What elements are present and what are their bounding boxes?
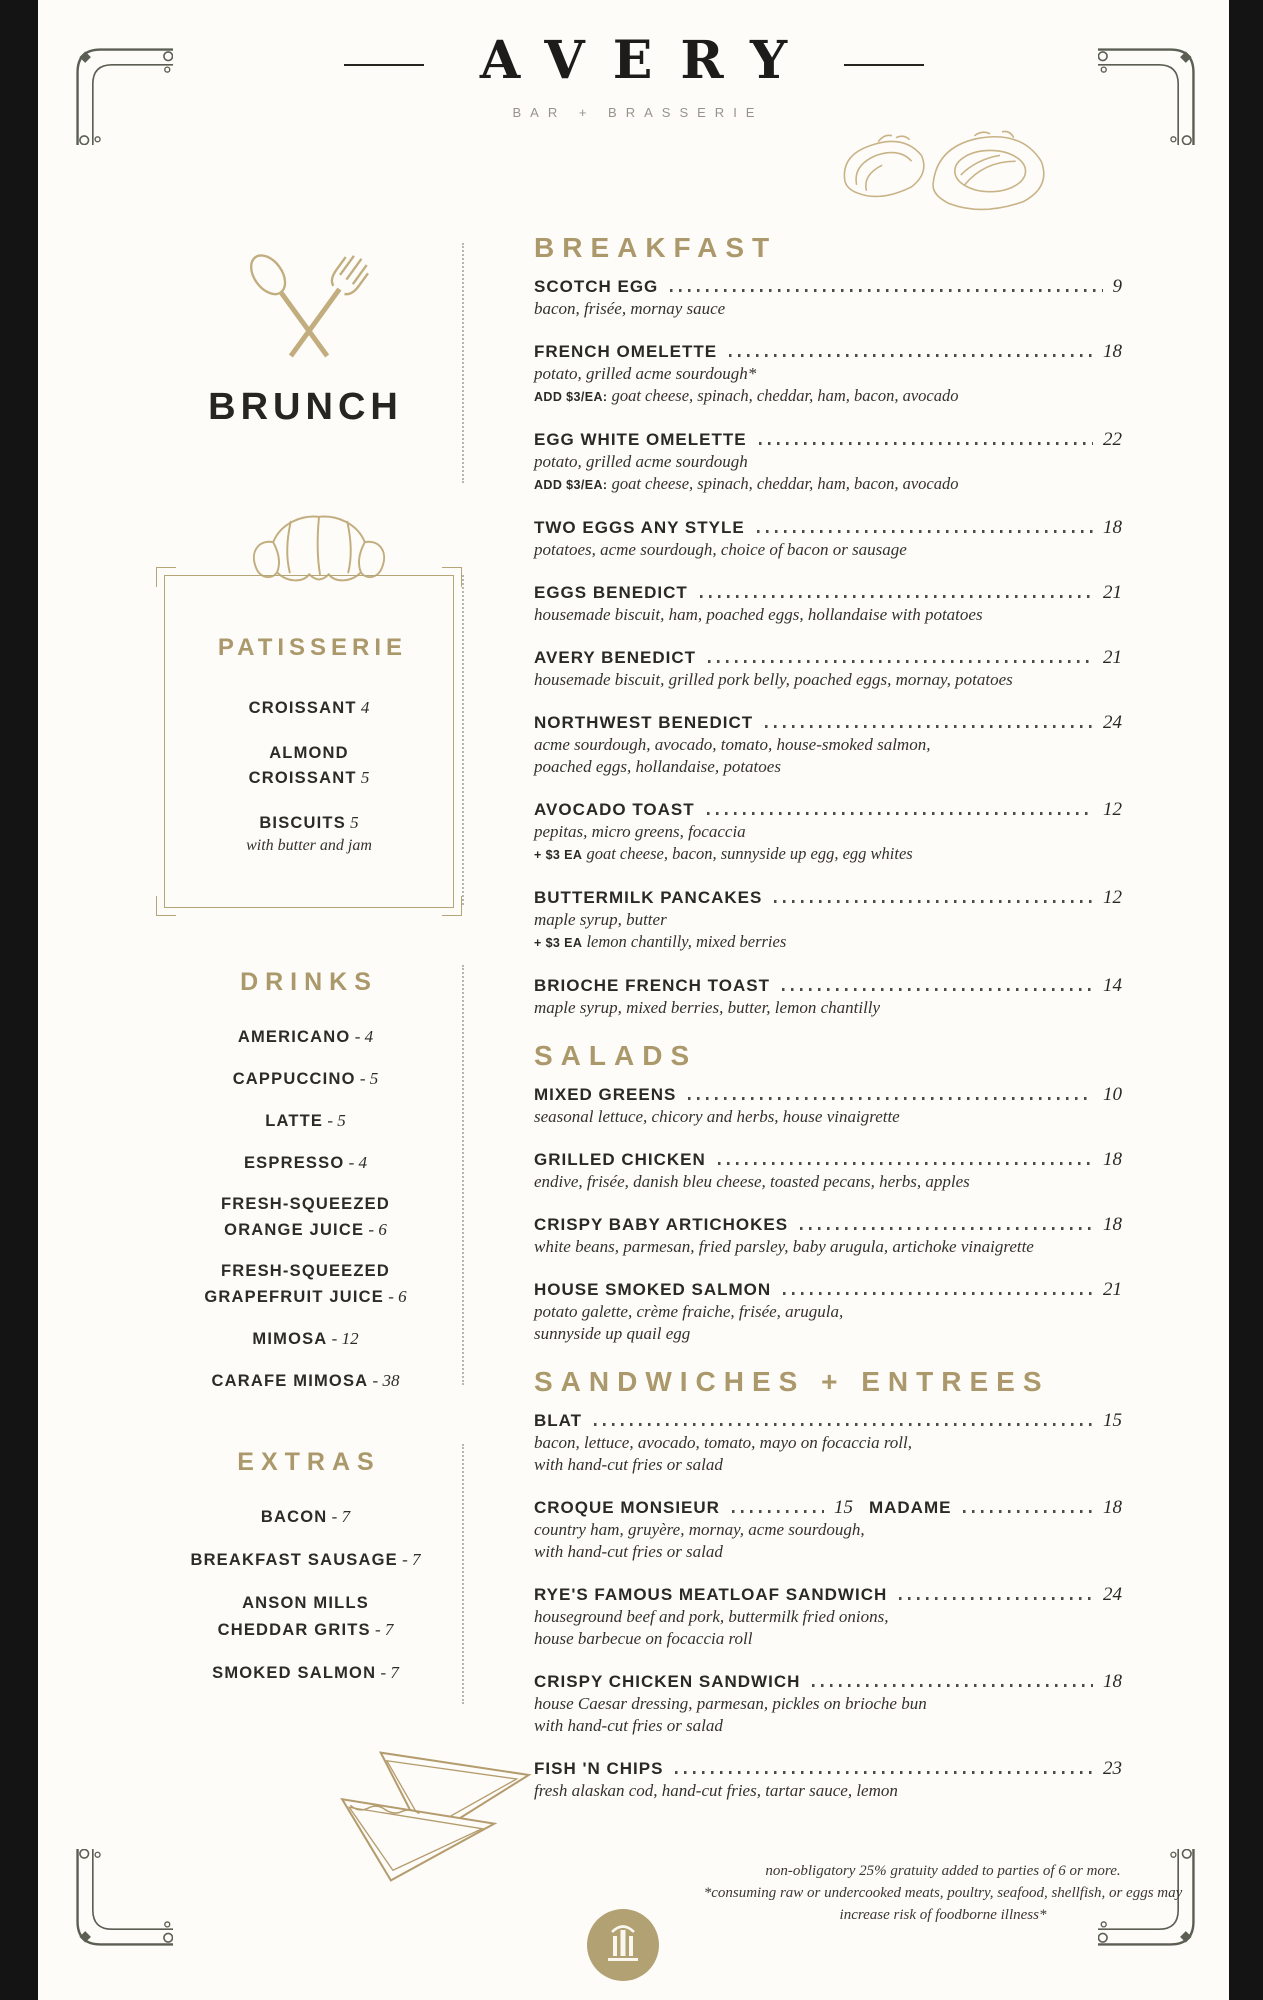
dotted-leader <box>812 1684 1093 1687</box>
item-description: housemade biscuit, grilled pork belly, poached eggs, mornay, potatoes <box>534 670 1013 689</box>
item-price: - 4 <box>344 1153 368 1172</box>
item-name: AVERY BENEDICT <box>534 648 696 667</box>
item-price: 10 <box>1103 1084 1122 1105</box>
item-price: - 6 <box>383 1287 407 1306</box>
item-description: bacon, lettuce, avocado, tomato, mayo on focaccia roll, <box>534 1433 913 1452</box>
dotted-leader <box>732 1510 824 1513</box>
disclaimer-line-2: *consuming raw or undercooked meats, poultry, seafood, shellfish, or eggs may <box>703 1885 1183 1901</box>
item-name: BISCUITS <box>259 814 346 832</box>
menu-item-line <box>133 1066 478 1092</box>
menu-item <box>534 712 1122 778</box>
menu-item <box>534 1497 1122 1563</box>
menu-item <box>534 582 1122 626</box>
item-price: 12 <box>1103 799 1122 820</box>
menu-page <box>38 0 1229 2000</box>
menu-item-line <box>133 1368 478 1394</box>
item-description: bacon, frisée, mornay sauce <box>534 299 726 318</box>
menu-item <box>534 975 1122 1019</box>
section-title: SANDWICHES + ENTREES <box>534 1366 1050 1397</box>
menu-sections <box>534 232 1122 1823</box>
menu-item-line <box>165 696 453 721</box>
disclaimer-line-3: increase risk of foodborne illness* <box>839 1907 1047 1923</box>
item-addons <box>534 931 1122 954</box>
menu-item <box>534 1214 1122 1258</box>
menu-item <box>534 799 1122 866</box>
menu-item <box>133 1590 478 1644</box>
menu-item <box>534 1410 1122 1476</box>
item-price: 18 <box>1103 1671 1122 1692</box>
menu-item-row <box>534 1214 1122 1236</box>
item-description: potato, grilled acme sourdough* <box>534 364 757 383</box>
item-description: endive, frisée, danish bleu cheese, toasted pecans, herbs, apples <box>534 1172 970 1191</box>
item-name: EGG WHITE OMELETTE <box>534 430 747 449</box>
menu-item <box>133 1326 478 1352</box>
corner-ornament-bottom-left-icon <box>68 1849 173 1954</box>
item-name: FISH 'N CHIPS <box>534 1759 664 1778</box>
menu-item-row <box>534 1149 1122 1171</box>
dotted-leader <box>708 660 1093 663</box>
item-description: pepitas, micro greens, focaccia <box>534 822 746 841</box>
item-name: HOUSE SMOKED SALMON <box>534 1280 772 1299</box>
menu-item <box>534 647 1122 691</box>
item-price: 18 <box>1103 341 1122 362</box>
item-description: seasonal lettuce, chicory and herbs, house vinaigrette <box>534 1107 900 1126</box>
item-name: RYE'S FAMOUS MEATLOAF SANDWICH <box>534 1585 888 1604</box>
item-price: 24 <box>1103 1584 1122 1605</box>
item-name: MIMOSA <box>252 1330 328 1348</box>
menu-item <box>534 1758 1122 1802</box>
item-note: with butter and jam <box>246 837 372 854</box>
menu-item-row <box>534 799 1122 821</box>
item-price: 18 <box>1103 1214 1122 1235</box>
addon-prefix: ADD $3/EA: <box>534 390 608 404</box>
menu-item-line <box>133 1150 478 1176</box>
item-description: potatoes, acme sourdough, choice of bacon or sausage <box>534 540 907 559</box>
menu-item <box>534 1671 1122 1737</box>
item-price: - 12 <box>327 1329 359 1348</box>
menu-item-row <box>534 975 1122 997</box>
item-description: poached eggs, hollandaise, potatoes <box>534 757 781 776</box>
item-description: maple syrup, butter <box>534 910 667 929</box>
panel-corner-ornament <box>442 896 462 916</box>
item-name: ORANGE JUICE <box>224 1221 365 1239</box>
disclaimer-text <box>648 1860 1238 1926</box>
menu-item-row <box>534 1084 1122 1106</box>
item-price: 23 <box>1103 1758 1122 1779</box>
item-price: 5 <box>345 813 359 832</box>
dotted-leader <box>594 1423 1093 1426</box>
addon-text: goat cheese, bacon, sunnyside up egg, egg whites <box>582 844 913 863</box>
item-price: 15 <box>833 1497 853 1518</box>
dotted-divider <box>462 243 464 483</box>
menu-item <box>534 276 1122 320</box>
dotted-leader <box>899 1597 1093 1600</box>
menu-item <box>133 1024 478 1050</box>
item-name: LATTE <box>265 1112 324 1130</box>
item-price: - 4 <box>350 1027 374 1046</box>
patisserie-panel <box>164 575 454 908</box>
item-price: 21 <box>1103 1279 1122 1300</box>
menu-item-line <box>133 1504 478 1531</box>
menu-item-line <box>133 1217 478 1243</box>
dotted-leader <box>707 812 1093 815</box>
item-name: CRISPY CHICKEN SANDWICH <box>534 1672 801 1691</box>
oysters-illustration-icon <box>827 122 1063 230</box>
item-addons <box>534 843 1122 866</box>
menu-item <box>534 1084 1122 1128</box>
item-price: - 6 <box>364 1220 387 1239</box>
menu-item-row <box>534 1410 1122 1432</box>
item-name: FRESH-SQUEEZED <box>221 1195 390 1213</box>
item-description: house barbecue on focaccia roll <box>534 1629 753 1648</box>
item-price: 22 <box>1103 429 1122 450</box>
item-name: GRILLED CHICKEN <box>534 1150 706 1169</box>
addon-text: lemon chantilly, mixed berries <box>582 932 787 951</box>
item-name: SMOKED SALMON <box>212 1664 377 1682</box>
item-name: MIXED GREENS <box>534 1085 677 1104</box>
item-price: 21 <box>1103 647 1122 668</box>
menu-item-row <box>534 276 1122 298</box>
menu-item-row <box>534 1279 1122 1301</box>
addon-prefix: ADD $3/EA: <box>534 478 608 492</box>
menu-item <box>133 1547 478 1574</box>
item-price: - 5 <box>323 1111 346 1130</box>
menu-item <box>133 1259 478 1310</box>
section-title: SALADS <box>534 1040 698 1071</box>
section-title: BREAKFAST <box>534 232 778 263</box>
menu-item-line <box>133 1617 478 1644</box>
menu-item-row <box>534 1584 1122 1606</box>
menu-item <box>133 1066 478 1092</box>
item-name: AVOCADO TOAST <box>534 800 695 819</box>
dotted-leader <box>700 595 1093 598</box>
menu-item <box>133 1192 478 1243</box>
dotted-leader <box>765 725 1093 728</box>
item-price: - 7 <box>327 1507 351 1526</box>
item-name: ANSON MILLS <box>242 1594 369 1612</box>
item-name: ESPRESSO <box>243 1154 345 1172</box>
item-name: ALMOND <box>269 744 349 762</box>
item-name: CHEDDAR GRITS <box>217 1621 371 1639</box>
item-price: 15 <box>1103 1410 1122 1431</box>
menu-item <box>165 811 453 856</box>
menu-item-row <box>534 1497 1122 1519</box>
item-name: CROQUE MONSIEUR <box>534 1498 720 1517</box>
item-description: maple syrup, mixed berries, butter, lemon chantilly <box>534 998 881 1017</box>
item-description: fresh alaskan cod, hand-cut fries, tartar sauce, lemon <box>534 1781 898 1800</box>
restaurant-logo-icon <box>586 1908 660 1982</box>
menu-item <box>534 517 1122 561</box>
item-addons <box>534 473 1122 496</box>
menu-item <box>534 1279 1122 1345</box>
menu-item <box>133 1504 478 1531</box>
dotted-leader <box>783 1292 1093 1295</box>
menu-item-line <box>165 741 453 766</box>
panel-corner-ornament <box>442 567 462 587</box>
restaurant-name: AVERY <box>479 30 816 91</box>
disclaimer-line-1: non-obligatory 25% gratuity added to parties of 6 or more. <box>765 1863 1121 1879</box>
item-name: NORTHWEST BENEDICT <box>534 713 754 732</box>
item-name: GRAPEFRUIT JUICE <box>204 1288 384 1306</box>
dotted-leader <box>675 1771 1093 1774</box>
menu-item-row <box>534 1671 1122 1693</box>
menu-item-row <box>534 712 1122 734</box>
panel-corner-ornament <box>156 896 176 916</box>
title-rule-right <box>844 64 924 66</box>
menu-item-line <box>133 1192 478 1217</box>
dotted-leader <box>782 988 1093 991</box>
menu-item-line <box>133 1108 478 1134</box>
extras-title: EXTRAS <box>237 1448 381 1476</box>
item-price: - 5 <box>355 1069 379 1088</box>
dotted-leader <box>688 1097 1093 1100</box>
menu-item-line <box>133 1259 478 1284</box>
patisserie-list <box>165 696 453 856</box>
item-name: CROISSANT <box>248 699 357 717</box>
title-rule-left <box>344 64 424 66</box>
dotted-leader <box>757 530 1093 533</box>
item-price: 18 <box>1103 517 1122 538</box>
menu-item-line <box>133 1547 478 1574</box>
dotted-leader <box>759 442 1093 445</box>
item-price: - 7 <box>397 1550 421 1569</box>
menu-item <box>534 1584 1122 1650</box>
item-description: housemade biscuit, ham, poached eggs, hollandaise with potatoes <box>534 605 983 624</box>
item-description: house Caesar dressing, parmesan, pickles on brioche bun <box>534 1694 927 1713</box>
item-name: BLAT <box>534 1411 583 1430</box>
menu-item-row <box>534 341 1122 363</box>
item-name: BUTTERMILK PANCAKES <box>534 888 763 907</box>
dotted-leader <box>729 354 1093 357</box>
item-price: 24 <box>1103 712 1122 733</box>
item-price: 18 <box>1103 1497 1122 1518</box>
item-price: 4 <box>356 698 370 717</box>
item-price: 14 <box>1103 975 1122 996</box>
item-price: - 38 <box>368 1371 400 1390</box>
item-description: acme sourdough, avocado, tomato, house-smoked salmon, <box>534 735 931 754</box>
dotted-leader <box>963 1510 1093 1513</box>
menu-item <box>133 1108 478 1134</box>
menu-item-row <box>534 647 1122 669</box>
item-price: 18 <box>1103 1149 1122 1170</box>
dotted-leader <box>800 1227 1093 1230</box>
item-price: 5 <box>356 768 370 787</box>
addon-prefix: + $3 EA <box>534 848 583 862</box>
addon-text: goat cheese, spinach, cheddar, ham, bacon, avocado <box>607 474 959 493</box>
item-description: houseground beef and pork, buttermilk fried onions, <box>534 1607 889 1626</box>
menu-item-line <box>133 1660 478 1687</box>
menu-item-line <box>133 1326 478 1352</box>
menu-item <box>534 341 1122 408</box>
menu-item-row <box>534 582 1122 604</box>
menu-item-line <box>133 1284 478 1310</box>
item-description: with hand-cut fries or salad <box>534 1542 723 1561</box>
drinks-title: DRINKS <box>240 968 378 996</box>
menu-item <box>165 696 453 721</box>
item-name: SCOTCH EGG <box>534 277 659 296</box>
menu-item-row <box>534 887 1122 909</box>
menu-item-row <box>534 429 1122 451</box>
addon-prefix: + $3 EA <box>534 936 583 950</box>
menu-item-row <box>534 1758 1122 1780</box>
item-name: FRENCH OMELETTE <box>534 342 718 361</box>
item-name: CRISPY BABY ARTICHOKES <box>534 1215 789 1234</box>
dotted-leader <box>774 900 1093 903</box>
item-price: - 7 <box>376 1663 399 1682</box>
menu-section <box>534 232 1122 1019</box>
addon-text: goat cheese, spinach, cheddar, ham, bacon, avocado <box>607 386 959 405</box>
menu-item <box>534 1149 1122 1193</box>
menu-item <box>133 1150 478 1176</box>
dotted-leader <box>718 1162 1093 1165</box>
item-name: EGGS BENEDICT <box>534 583 688 602</box>
item-price: 12 <box>1103 887 1122 908</box>
menu-item <box>165 741 453 791</box>
menu-item-line <box>165 766 453 791</box>
item-description: with hand-cut fries or salad <box>534 1716 723 1735</box>
sandwich-illustration-icon <box>328 1746 546 1884</box>
menu-item-row <box>534 517 1122 539</box>
item-name: FRESH-SQUEEZED <box>221 1262 390 1280</box>
extras-list <box>133 1504 478 1703</box>
item-addons <box>534 385 1122 408</box>
patisserie-title: PATISSERIE <box>217 634 408 661</box>
item-name: AMERICANO <box>237 1028 351 1046</box>
item-description: sunnyside up quail egg <box>534 1324 691 1343</box>
restaurant-subtitle: BAR + BRASSERIE <box>512 105 764 120</box>
item-name: BRIOCHE FRENCH TOAST <box>534 976 770 995</box>
item-name: CARAFE MIMOSA <box>211 1372 369 1390</box>
item-name: CROISSANT <box>248 769 357 787</box>
item-description: country ham, gruyère, mornay, acme sourdough, <box>534 1520 865 1539</box>
menu-section <box>534 1040 1122 1345</box>
menu-item-line <box>165 811 453 836</box>
header <box>38 30 1229 120</box>
menu-item <box>534 887 1122 954</box>
item-name: CAPPUCCINO <box>232 1070 356 1088</box>
menu-item-line <box>133 1024 478 1050</box>
item-name: MADAME <box>868 1498 952 1517</box>
item-name: BREAKFAST SAUSAGE <box>190 1551 398 1569</box>
panel-corner-ornament <box>156 567 176 587</box>
menu-item-line <box>133 1590 478 1617</box>
item-description: potato, grilled acme sourdough <box>534 452 748 471</box>
menu-section <box>534 1366 1122 1802</box>
item-price: - 7 <box>370 1620 394 1639</box>
item-description: white beans, parmesan, fried parsley, baby arugula, artichoke vinaigrette <box>534 1237 1034 1256</box>
item-description: potato galette, crème fraiche, frisée, arugula, <box>534 1302 844 1321</box>
menu-item <box>534 429 1122 496</box>
item-name: TWO EGGS ANY STYLE <box>534 518 745 537</box>
menu-item <box>133 1368 478 1394</box>
menu-item <box>133 1660 478 1687</box>
brunch-title: BRUNCH <box>208 386 403 428</box>
dotted-divider <box>462 575 464 905</box>
item-price: 9 <box>1112 276 1122 297</box>
item-price: 21 <box>1103 582 1122 603</box>
item-description: with hand-cut fries or salad <box>534 1455 723 1474</box>
item-name: BACON <box>260 1508 328 1526</box>
crossed-spoon-fork-icon <box>230 250 388 378</box>
dotted-leader <box>670 289 1102 292</box>
drinks-list <box>133 1024 478 1410</box>
